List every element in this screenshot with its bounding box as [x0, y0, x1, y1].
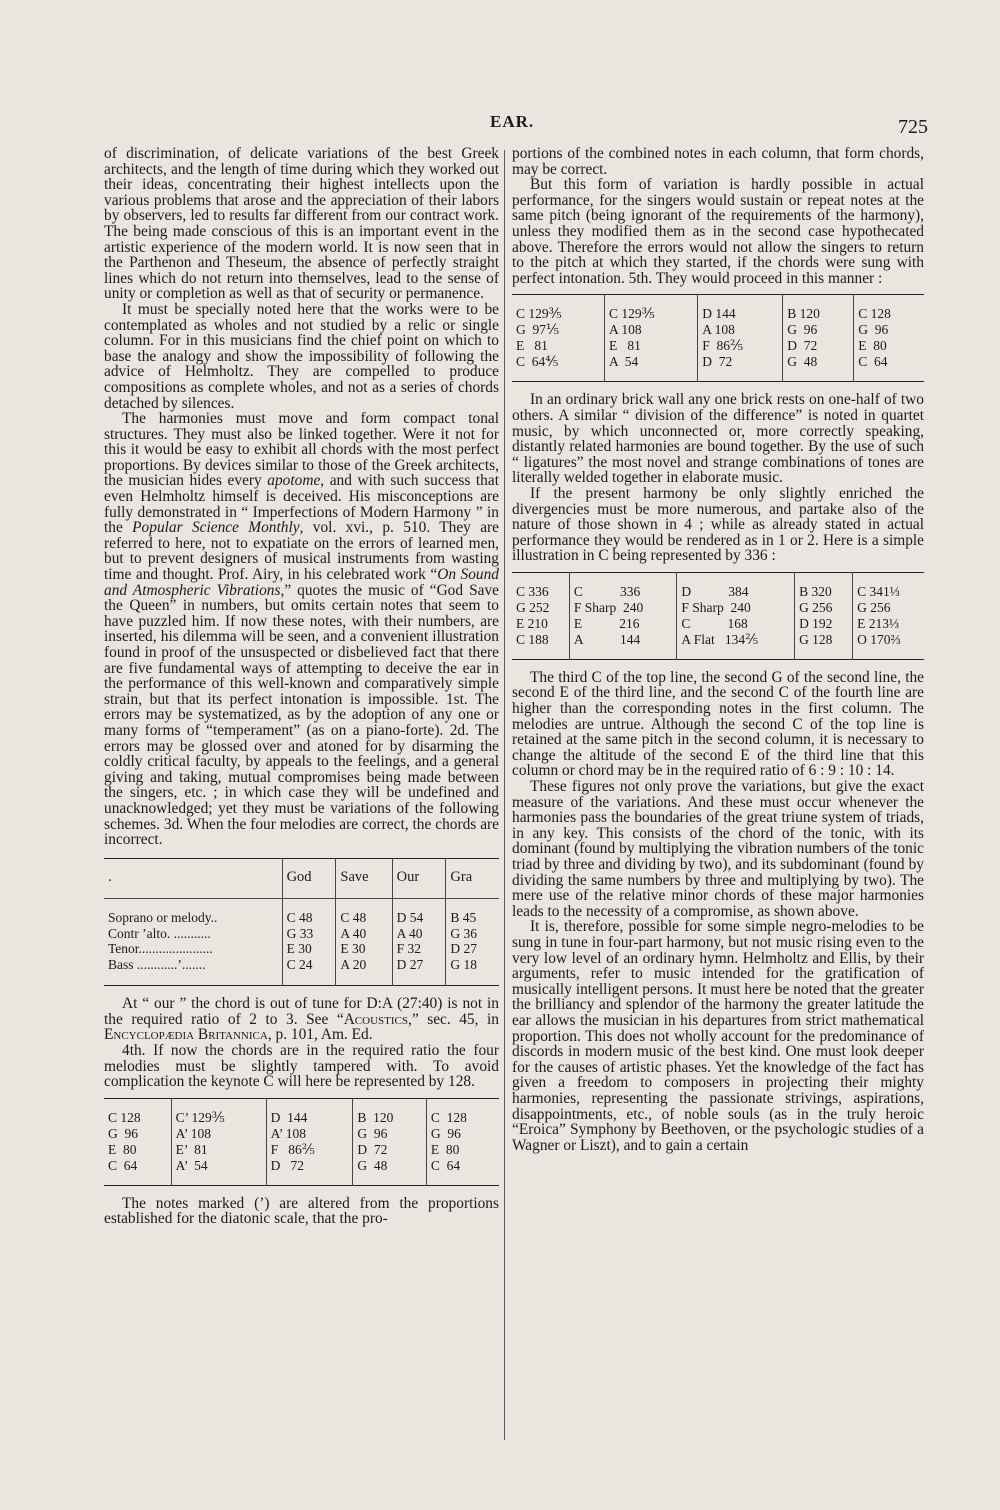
table-cell: G 128 [795, 632, 853, 660]
table-cell: D 27 [392, 957, 446, 986]
text-run: Encyclopædia Britannica [104, 1026, 268, 1044]
text-run: apotome [267, 472, 321, 490]
table-cell: B 120 [783, 295, 854, 323]
table-cell: Tenor...................... [108, 941, 213, 957]
table-cell: G 33 [282, 926, 336, 942]
paragraph: These figures not only prove the variations, but give the exact measure of the variations. And these must occur whenever the harmonies pass the boundaries of the great triune system of triads, in any key. This consists of the chord of the tonic, with its dominant (found by multiplying the vibration numbers of the tonic triad by three and dividing by two), and its subdominant (found by dividing the same numbers by three and multiplying by two). The mere use of the relative minor chords of these major harmonies leads to the necessity of a compromise, as shown above. [512, 778, 924, 920]
table-cell: E 81 [604, 338, 697, 354]
table-row [104, 957, 499, 986]
table-cell: E 213⅓ [853, 616, 924, 632]
table-cell: Bass ............’....... [108, 956, 206, 972]
table-cell: D 144 [266, 1098, 353, 1126]
table-cell: A 108 [698, 322, 783, 338]
chord-table-sustained [512, 294, 924, 382]
table-cell: E’ 81 [171, 1142, 266, 1158]
left-column [104, 146, 499, 1227]
table-header: . [104, 858, 282, 899]
table-cell: G 96 [783, 322, 854, 338]
column-rule [504, 150, 505, 1440]
table-cell: D 72 [353, 1142, 426, 1158]
table-cell: D 72 [783, 338, 854, 354]
table-row [512, 600, 924, 616]
paragraph [104, 996, 499, 1043]
table-header-row [104, 858, 499, 899]
table-cell: F Sharp 240 [569, 600, 676, 616]
text-run: , and with such success that even Helmholtz himself is deceived. His misconceptions are fully demonstrated in “ Imperfections of Modern Harmony ” in the [104, 472, 499, 537]
table-cell: C 64 [426, 1158, 499, 1186]
table-cell: A 108 [604, 322, 697, 338]
table-cell: D 192 [795, 616, 853, 632]
table-cell: G 96 [854, 322, 924, 338]
table-row [512, 338, 924, 354]
table-cell: B 45 [446, 899, 499, 926]
table-cell: G 36 [446, 926, 499, 942]
table-cell: A Flat 134⅖ [677, 632, 795, 660]
table-cell: C 129⅗ [516, 306, 562, 322]
table-row [512, 322, 924, 338]
table-header: Save [336, 858, 392, 899]
chord-table-128 [104, 1098, 499, 1186]
table-cell: E 210 [516, 615, 548, 631]
paragraph: 4th. If now the chords are in the required ratio the four melodies must be slightly tampered with. To avoid complication the keynote C will here be represented by 128. [104, 1042, 499, 1091]
table-cell: D 54 [392, 899, 446, 926]
table-cell: G 97⅕ [516, 322, 560, 338]
table-cell: E 80 [426, 1142, 499, 1158]
table-cell: D 384 [677, 572, 795, 600]
paragraph: It is, therefore, possible for some simple negro-melodies to be sung in tune in four-part harmony, but not music rising even to the very low level of an ordinary hymn. Helmholtz and Ellis, by their arguments, refer to music intended for the gratification of musically intelligent persons. It must here be noted that the greater the brilliancy and splendor of the harmony the greater latitude the ear allows the musician in his departures from strict mathematical proportion. This does not wholly account for the predominance of discords in modern music of the best kind. One must look deeper for the causes of artistic phases. Yet the knowledge of the fact has given a freedom to composers in projecting their mighty harmonies, representing the passionate strivings, aspirations, disappointments, etc., of noble souls (as in the truly heroic “Eroica” Symphony by Beethoven, or the psychologic studies of a Wagner or Liszt), and to gain a certain [512, 918, 924, 1154]
table-row [104, 1098, 499, 1126]
text-run: , p. 101, Am. Ed. [267, 1026, 373, 1044]
paragraph: It must be specially noted here that the works were to be contemplated as wholes and not studied by a relic or single column. For in this musicians find the chief point on which to base the analogy and show the impossibility of following the advice of Helmholtz. They are compelled to produce compositions as complete wholes, and not as a series of chords detached by silences. [104, 300, 499, 412]
table-cell: A 40 [336, 926, 392, 942]
paragraph: If the present harmony be only slightly enriched the divergencies must be more numerous, and partake also of the nature of those shown in 4 ; while as already stated in actual performance they would be rendered as in 1 or 2. Here is a simple illustration in C being represented by 336 : [512, 484, 924, 565]
table-cell: Soprano or melody.. [108, 910, 218, 926]
table-cell: D 72 [266, 1158, 353, 1186]
table-cell: A’ 108 [266, 1126, 353, 1142]
table-row [104, 926, 499, 942]
table-cell: G 252 [516, 599, 550, 615]
table-cell: G 96 [426, 1126, 499, 1142]
paragraph: In an ordinary brick wall any one brick rests on one-half of two others. A similar “ division of the difference” is noted in quartet music, by which unconnected or, more correctly speaking, distantly related harmonies are bound together. By the use of such “ ligatures” the most novel and strange combinations of tones are literally welded together in elaborate music. [512, 391, 924, 487]
table-row [104, 1142, 499, 1158]
text-run: , vol. xvi., p. 510. They are referred to here, not to expatiate on the errors of learned men, but to prevent designers of musical instruments from wasting time and thought. Prof. Airy, in his celebrated work “ [104, 519, 499, 584]
table-cell: A 40 [392, 926, 446, 942]
table-cell: A 54 [604, 354, 697, 382]
table-row [512, 295, 924, 323]
table-cell: F Sharp 240 [677, 600, 795, 616]
paragraph: The third C of the top line, the second G of the second line, the second E of the third line, and the second C of the fourth line are higher than the corresponding notes in the first column. The melodies are untrue. Although the second C of the top line is retained at the same pitch in the second column, it is necessary to change the altitude of the second E of the third line that this column or chord may be in the required ratio of 6 : 9 : 10 : 14. [512, 668, 924, 780]
table-cell: A’ 108 [171, 1126, 266, 1142]
table-cell: Contr ’alto. ........... [108, 925, 211, 941]
table-row [512, 354, 924, 382]
table-cell: C 24 [282, 957, 336, 986]
table-cell: F 32 [392, 941, 446, 957]
table-row [104, 1126, 499, 1142]
table-cell: D 72 [698, 354, 783, 382]
table-cell: C 341⅓ [853, 572, 924, 600]
table-row [512, 632, 924, 660]
voices-table [104, 858, 499, 987]
table-cell: E 81 [516, 338, 548, 354]
table-cell: O 170⅔ [853, 632, 924, 660]
page-number: 725 [898, 116, 928, 138]
table-cell: B 320 [795, 572, 853, 600]
table-cell: C 48 [336, 899, 392, 926]
table-cell: E 80 [108, 1141, 137, 1157]
text-run: Acoustics [343, 1010, 408, 1028]
table-cell: G 96 [108, 1125, 138, 1141]
table-cell: A 20 [336, 957, 392, 986]
table-cell: D 27 [446, 941, 499, 957]
table-cell: C 64 [854, 354, 924, 382]
table-cell: A 144 [569, 632, 676, 660]
table-cell: G 256 [853, 600, 924, 616]
table-cell: G 96 [353, 1126, 426, 1142]
table-cell: E 30 [282, 941, 336, 957]
table-cell: G 48 [783, 354, 854, 382]
paragraph: of discrimination, of delicate variations of the best Greek architects, and the length of time during which they worked out their ideas, concentrating their highest intellects upon the various problems that arose and the appreciation of their labors by observers, led to results far different from our contract work. The being made conscious of this is an important event in the artistic experience of the modern world. It is now seen that in the Parthenon and Theseum, the absence of perfectly straight lines which do not return into themselves, lead to the sense of unity or completion as well as that of security or permanence. [104, 145, 499, 303]
table-row [512, 616, 924, 632]
table-cell: C 48 [282, 899, 336, 926]
table-cell: F 86⅖ [698, 338, 783, 354]
table-header: God [282, 858, 336, 899]
table-cell: C 64⅘ [516, 354, 559, 370]
table-cell: B 120 [353, 1098, 426, 1126]
text-run: ,” quotes the music of “God Save the Queen” in numbers, but omits certain notes that seem to have puzzled him. If now these notes, with their numbers, are inserted, his dilemma will be seen, and a convenient illustration found in proof of the unsuspected or disbelieved fact that there are five fundamental ways of attempting to deceive the ear in the performance of this well-known and comparatively simple strain, but that its perfect intonation is impossible. 1st. The errors may be systematized, as by the adoption of any one or many forms of “temperament” (as on a piano-forte). 2d. The errors may be glossed over and atoned for by disarming the coldly critical faculty, by appeals to the feelings, and a general giving and taking, mutual compromises being made between the singers, etc. ; in which case they will be undefined and unacknowledged; yet they must be variations of the following schemes. 3d. When the four melodies are correct, the chords are incorrect. [104, 581, 499, 849]
text-run: On Sound and Atmospheric Vibrations [104, 566, 499, 599]
table-cell: E 30 [336, 941, 392, 957]
table-cell: C 336 [516, 583, 549, 599]
table-cell: C 168 [677, 616, 795, 632]
table-cell: C 64 [108, 1157, 138, 1173]
text-run: At “ our ” the chord is out of tune for D:A (27:40) is not in the required ratio of 2 to 3. See “ [104, 995, 499, 1028]
paragraph: portions of the combined notes in each column, that form chords, may be correct. [512, 145, 924, 178]
table-cell: E 216 [569, 616, 676, 632]
table-cell: C 336 [569, 572, 676, 600]
table-header: Our [392, 858, 446, 899]
paragraph [104, 411, 499, 848]
table-row [104, 941, 499, 957]
table-cell: G 256 [795, 600, 853, 616]
chord-table-336 [512, 572, 924, 660]
table-cell: A’ 54 [171, 1158, 266, 1186]
table-cell: C 128 [426, 1098, 499, 1126]
table-cell: G 18 [446, 957, 499, 986]
table-row [104, 899, 499, 926]
table-cell: C 128 [854, 295, 924, 323]
table-cell: C 129⅗ [604, 295, 697, 323]
table-cell: C 188 [516, 631, 549, 647]
text-run: Popular Science Monthly [132, 519, 300, 537]
table-header: Gra [446, 858, 499, 899]
table-cell: D 144 [698, 295, 783, 323]
text-run: The harmonies must move and form compact tonal structures. They must also be linked together. Were it not for this it would be easy to exhibit all chords with the most perfect proportions. By devices similar to those of the Greek architects, the musician hides every [104, 410, 499, 490]
table-cell: F 86⅖ [266, 1142, 353, 1158]
paragraph: But this form of variation is hardly possible in actual performance, for the singers would sustain or repeat notes at the same pitch (being ignorant of the requirements of the harmony), unless they modified them as in the second case hypothecated above. Therefore the errors would not allow the singers to return to the pitch at which they started, if the chords were sung with perfect intonation. 5th. They would proceed in this manner : [512, 176, 924, 287]
table-cell: C’ 129⅗ [171, 1098, 266, 1126]
table-cell: G 48 [353, 1158, 426, 1186]
table-cell: E 80 [854, 338, 924, 354]
table-cell: C 128 [108, 1109, 141, 1125]
right-column [512, 146, 924, 1153]
paragraph: The notes marked (’) are altered from the proportions established for the diatonic scale, that the pro- [104, 1194, 499, 1228]
table-row [104, 1158, 499, 1186]
table-row [512, 572, 924, 600]
text-run: ,” sec. 45, in [407, 1010, 499, 1028]
running-head: EAR. [490, 112, 535, 131]
